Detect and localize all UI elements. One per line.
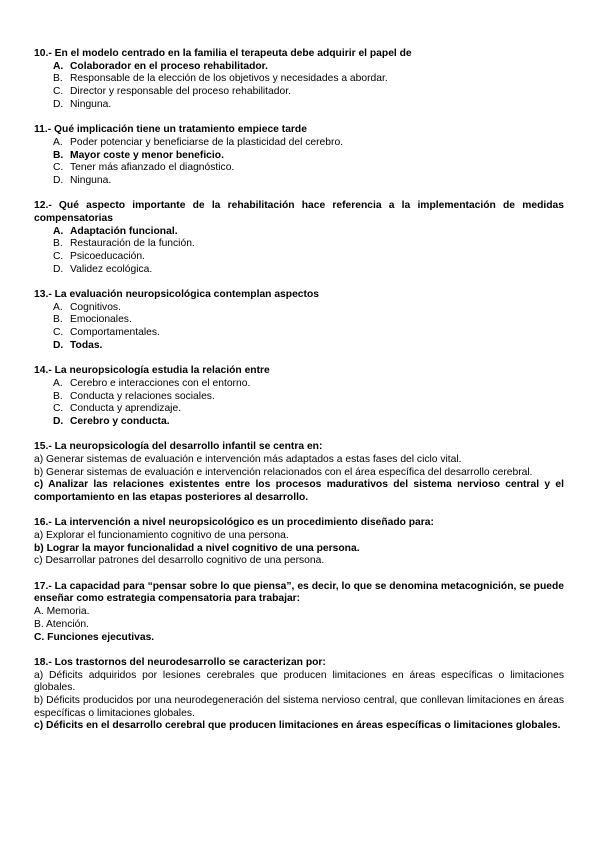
option-c: C. Conducta y aprendizaje.	[53, 403, 182, 415]
question-title: 11.- Qué implicación tiene un tratamiento empiece tarde	[34, 124, 307, 136]
option-d: D. Cerebro y conducta.	[53, 415, 170, 427]
question-16	[34, 517, 564, 568]
question-list	[34, 48, 564, 746]
option-c: C. Funciones ejecutivas.	[34, 631, 155, 643]
question-17	[34, 581, 564, 645]
question-13	[34, 289, 564, 353]
option-b: b) Lograr la mayor funcionalidad a nivel cognitivo de una persona.	[34, 542, 360, 554]
option-b: B. Atención.	[34, 618, 89, 630]
option-d: D. Ninguna.	[53, 98, 112, 110]
question-title: 14.- La neuropsicología estudia la relación entre	[34, 365, 270, 377]
option-d: D. Validez ecológica.	[53, 263, 153, 275]
question-title: 18.- Los trastornos del neurodesarrollo se caracterizan por:	[34, 656, 326, 668]
question-title: 15.- La neuropsicología del desarrollo infantil se centra en:	[34, 441, 323, 453]
question-title: 13.- La evaluación neuropsicológica contemplan aspectos	[34, 289, 319, 301]
option-b: b) Generar sistemas de evaluación e intervención relacionados con el área específica del desarrollo cerebral.	[34, 466, 533, 478]
option-a: A. Cerebro e interacciones con el entorno.	[53, 377, 251, 389]
question-18	[34, 657, 564, 733]
option-b: B. Emocionales.	[53, 314, 132, 326]
question-15	[34, 441, 564, 505]
question-14	[34, 365, 564, 429]
question-title: 16.- La intervención a nivel neuropsicológico es un procedimiento diseñado para:	[34, 517, 434, 529]
option-c: c) Desarrollar patrones del desarrollo cognitivo de una persona.	[34, 555, 325, 567]
option-b: B. Mayor coste y menor beneficio.	[53, 149, 224, 161]
option-a: A. Memoria.	[34, 606, 90, 618]
question-title: 10.- En el modelo centrado en la familia el terapeuta debe adquirir el papel de	[34, 48, 412, 59]
question-11	[34, 124, 564, 188]
option-c: C. Comportamentales.	[53, 327, 160, 339]
option-a: a) Déficits adquiridos por lesiones cerebrales que producen limitaciones en áreas específicas o limitaciones globales.	[34, 669, 564, 694]
option-d: D. Todas.	[53, 339, 103, 351]
question-12	[34, 200, 564, 276]
question-10	[34, 48, 564, 112]
option-a: A. Adaptación funcional.	[53, 225, 178, 237]
option-c: C. Psicoeducación.	[53, 251, 145, 263]
option-b: B. Restauración de la función.	[53, 238, 195, 250]
option-b: B. Responsable de la elección de los objetivos y necesidades a abordar.	[53, 73, 388, 85]
option-a: A. Cognitivos.	[53, 301, 121, 313]
option-c: c) Déficits en el desarrollo cerebral que producen limitaciones en áreas específicas o limitaciones globales.	[34, 720, 561, 732]
option-a: a) Generar sistemas de evaluación e intervención más adaptados a estas fases del ciclo vital.	[34, 453, 462, 465]
option-c: c) Analizar las relaciones existentes entre los procesos madurativos del sistema nervioso central y el comportamiento en las etapas posteriores al desarrollo.	[34, 479, 564, 504]
option-b: b) Déficits producidos por una neurodegeneración del sistema nervioso central, que conllevan limitaciones en áreas específicas o limitaciones globales.	[34, 694, 564, 719]
option-c: C. Director y responsable del proceso rehabilitador.	[53, 86, 291, 98]
option-a: A. Poder potenciar y beneficiarse de la plasticidad del cerebro.	[53, 136, 344, 148]
question-title: 12.- Qué aspecto importante de la rehabilitación hace referencia a la implementación de medidas compensatorias	[34, 200, 564, 224]
option-b: B. Conducta y relaciones sociales.	[53, 390, 215, 402]
option-a: A. Colaborador en el proceso rehabilitador.	[53, 60, 268, 72]
question-title: 17.- La capacidad para “pensar sobre lo que piensa”, es decir, lo que se denomina metacognición, se puede enseñar como estrategia compensatoria para trabajar:	[34, 580, 564, 605]
option-d: D. Ninguna.	[53, 174, 112, 186]
option-c: C. Tener más afianzado el diagnóstico.	[53, 162, 235, 174]
option-a: a) Explorar el funcionamiento cognitivo de una persona.	[34, 530, 289, 542]
